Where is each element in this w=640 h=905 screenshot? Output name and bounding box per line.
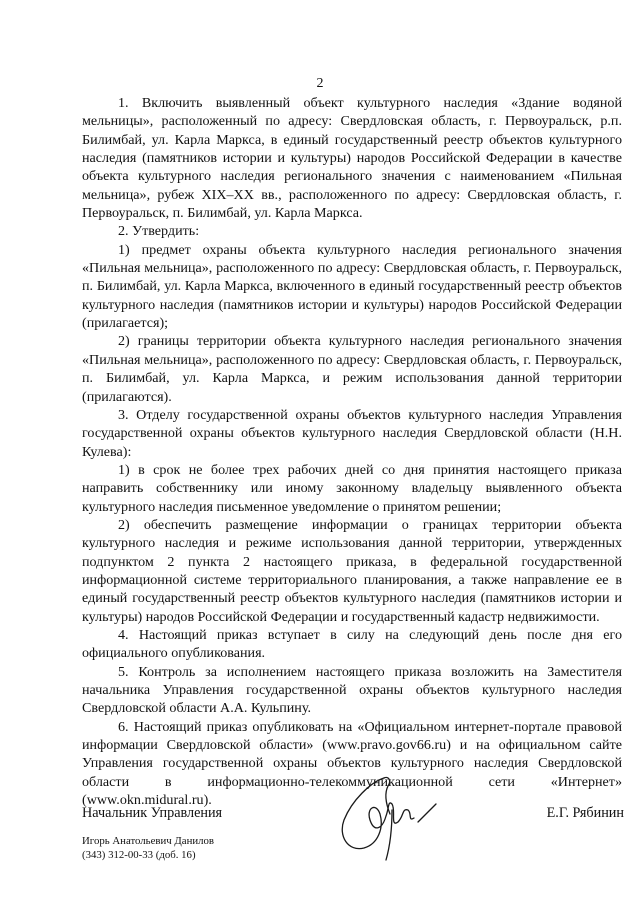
- handwritten-signature: [326, 770, 476, 865]
- page-number: 2: [316, 76, 324, 91]
- paragraph-item-4: 4. Настоящий приказ вступает в силу на следующий день после дня его официального опубликования.: [82, 626, 622, 662]
- paragraph-item-5: 5. Контроль за исполнением настоящего приказа возложить на Заместителя начальника Управления государственной охраны объектов культурного наследия Свердловской области А.А. Кульпину.: [82, 663, 622, 717]
- paragraph-item-3: 3. Отделу государственной охраны объектов культурного наследия Управления государственной охраны объектов культурного наследия Свердловской области (Н.Н. Кулева):: [82, 406, 622, 460]
- paragraph-item-3-2: 2) обеспечить размещение информации о границах территории объекта культурного наследия и режиме использования данной территории, утвержденных подпунктом 2 пункта 2 настоящего приказа, в федеральной государственной информационной системе территориального планирования, а также направление ее в единый государственный реестр объектов культурного наследия (памятников истории и культуры) народов Российской Федерации и государственный кадастр недвижимости.: [82, 516, 622, 625]
- paragraph-item-2: 2. Утвердить:: [118, 223, 200, 240]
- signatory-title: Начальник Управления: [82, 805, 223, 821]
- contact-info: [82, 834, 214, 862]
- contact-phone: (343) 312-00-33 (доб. 16): [82, 849, 196, 861]
- contact-name: Игорь Анатольевич Данилов: [82, 835, 215, 847]
- paragraph-item-6: 6. Настоящий приказ опубликовать на «Официальном интернет-портале правовой информации Свердловской области» (www.pravo.gov66.ru) и на официальном сайте Управления государственной охраны объектов культурного наследия Свердловской области в информационно-телекоммуникационной сети «Интернет» (www.okn.midural.ru).: [82, 718, 622, 809]
- signatory-name: Е.Г. Рябинин: [546, 805, 624, 821]
- document-body: [82, 94, 622, 809]
- paragraph-item-2-2: 2) границы территории объекта культурного наследия регионального значения «Пильная мельница», расположенного по адресу: Свердловская область, г. Первоуральск, п. Билимбай, ул. Карла Маркса, и режим использования данной территории (прилагаются).: [82, 333, 622, 405]
- paragraph-item-2-1: 1) предмет охраны объекта культурного наследия регионального значения «Пильная мельница», расположенного по адресу: Свердловская область, г. Первоуральск, п. Билимбай, ул. Карла Маркса, включенного в единый государственный реестр объектов культурного наследия (памятников истории и культуры) народов Российской Федерации (прилагается);: [82, 241, 622, 332]
- paragraph-item-1: 1. Включить выявленный объект культурного наследия «Здание водяной мельницы», расположенный по адресу: Свердловская область, г. Первоуральск, р.п. Билимбай, ул. Карла Маркса, в единый государственный реестр объектов культурного наследия (памятников истории и культуры) народов Российской Федерации в качестве объекта культурного наследия регионального значения с наименованием «Пильная мельница», рубеж XIX–XX вв., расположенного по адресу: Свердловская область, г. Первоуральск, п. Билимбай, ул. Карла Маркса.: [82, 95, 622, 222]
- paragraph-item-3-1: 1) в срок не более трех рабочих дней со дня принятия настоящего приказа направить собственнику или иному законному владельцу выявленного объекта культурного наследия письменное уведомление о принятом решении;: [82, 461, 622, 515]
